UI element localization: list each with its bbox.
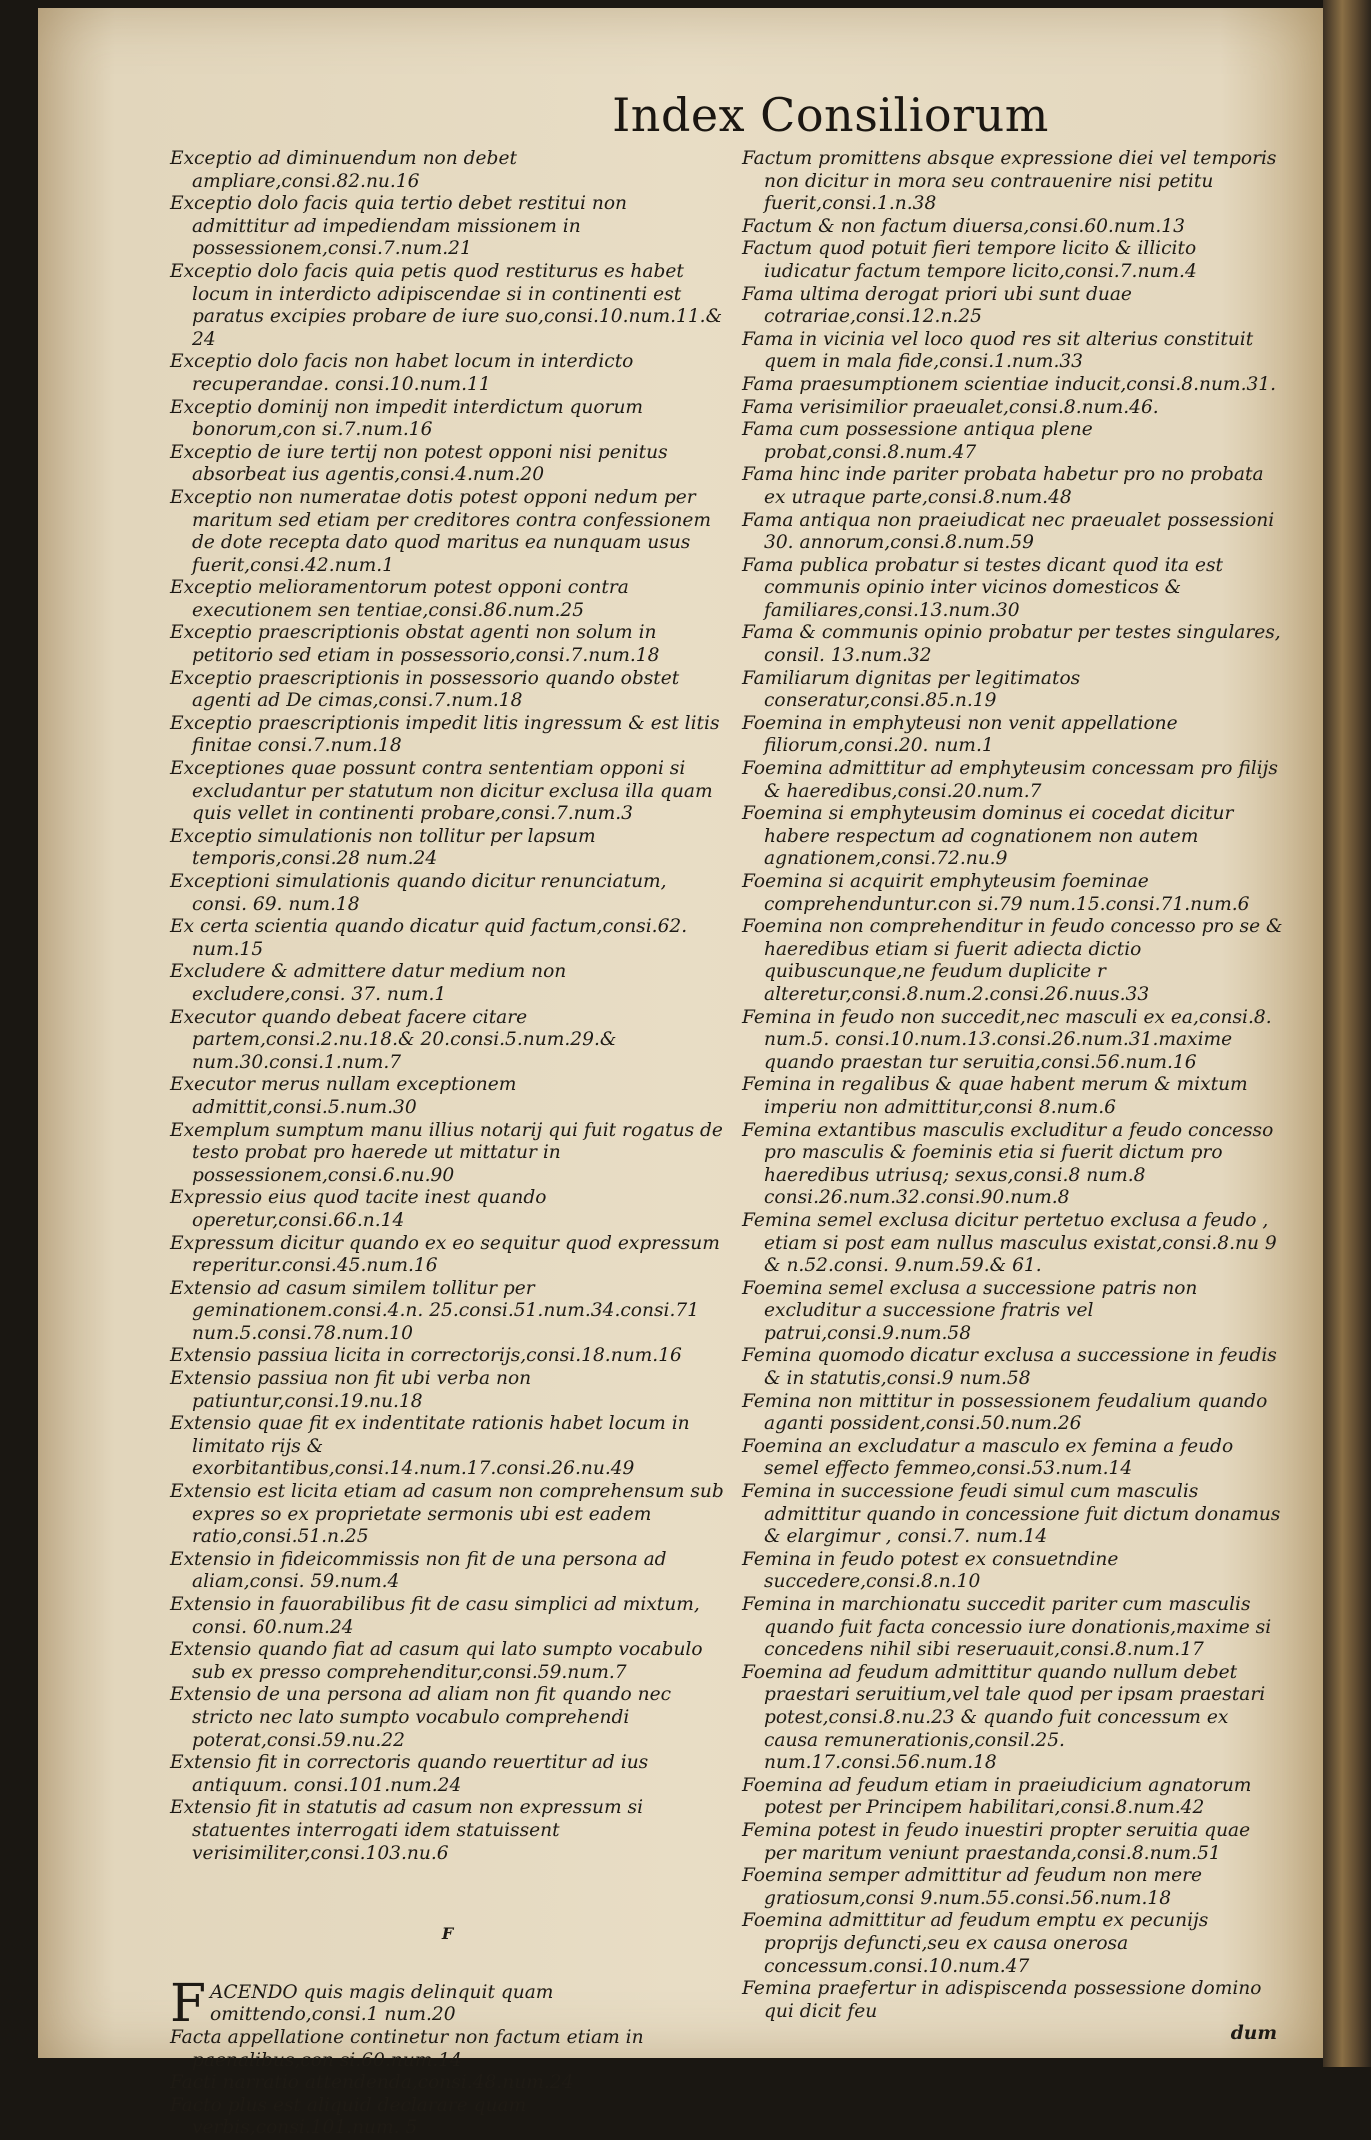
list-item: Facta appellatione continetur non factum etiam in paenalibus,con si.60.num.14 — [170, 2026, 644, 2071]
list-item: Extensio quae fit ex indentitate rationis habet locum in limitato rijs & exorbitantibus,consi.14.num.17.consi.26.nu.49 — [170, 1413, 690, 1480]
list-item: Femina in marchionatu succedit pariter cum masculis quando fuit facta concessio iure donationis,maxime si concedens nihil sibi reseruauit,consi.8.num.17 — [742, 1594, 1272, 1661]
list-item: Exceptio dolo facis quia tertio debet restitui non admittitur ad impediendam missionem in possessionem,consi.7.num.21 — [170, 193, 628, 260]
list-item: Foemina ad feudum etiam in praeiudicium agnatorum potest per Principem habilitari,consi.8.num.42 — [742, 1774, 1252, 1819]
list-item: Exceptio simulationis non tollitur per lapsum temporis,consi.28 num.24 — [170, 825, 596, 870]
list-item: Foemina in emphyteusi non venit appellatione filiorum,consi.20. num.1 — [742, 712, 1178, 757]
list-item: Exceptio dominij non impedit interdictum quorum bonorum,con si.7.num.16 — [170, 396, 644, 441]
list-item: Exceptio dolo facis non habet locum in interdicto recuperandae. consi.10.num.11 — [170, 351, 634, 395]
list-item: Extensio fit in correctoris quando reuertitur ad ius antiquum. consi.101.num.24 — [170, 1752, 649, 1796]
list-item: Foemina ad feudum admittitur quando nullum debet praestari seruitium,vel tale quod per ipsam praestari potest,consi.8.nu.23 & quando fuit concessum ex causa remunerationis,consil.25. num.17.consi.56.num.18 — [742, 1661, 1266, 1774]
list-item: Exceptio de iure tertij non potest opponi nisi penitus absorbeat ius agentis,consi.4.num.20 — [170, 441, 668, 486]
list-item: Foemina semper admittitur ad feudum non mere gratiosum,consi 9.num.55.consi.56.num.18 — [742, 1865, 1202, 1909]
list-item: Extensio fit in statutis ad casum non expressum si statuentes interrogati idem statuissent verisimiliter,consi.103.nu.6 — [170, 1797, 644, 1864]
list-item: Femina in successione feudi simul cum masculis admittitur quando in concessione fuit dictum donamus & elargimur , consi.7. num.14 — [742, 1481, 1281, 1548]
list-item: Exceptio praescriptionis obstat agenti non solum in petitorio sed etiam in possessorio,consi.7.num.18 — [170, 622, 660, 667]
list-item: Extensio quando fiat ad casum qui lato sumpto vocabulo sub ex presso comprehenditur,consi.59.num.7 — [170, 1639, 703, 1683]
list-item: Femina in feudo non succedit,nec masculi ex ea,consi.8. num.5. consi.10.num.13.consi.26.num.31.maxime quando praestan tur seruitia,consi.56.num.16 — [742, 1006, 1272, 1073]
list-item: Facto plus est aliquid declarare quam verbis,consi.101.num. 5 — [170, 2094, 527, 2139]
list-item: Exceptio melioramentorum potest opponi contra executionem sen tentiae,consi.86.num.25 — [170, 577, 629, 621]
list-item: Extensio ad casum similem tollitur per geminationem.consi.4.n. 25.consi.51.num.34.consi.71 num.5.consi.78.num.10 — [170, 1277, 700, 1344]
list-item: Femina extantibus masculis excluditur a feudo concesso pro masculis & foeminis etia si fuerit dictum pro haeredibus utriusq; sexus,consi.8 num.8 consi.26.num.32.consi.90.num.8 — [742, 1119, 1274, 1209]
list-item: Facti narratio attendenda,consi.48.num.24 — [170, 2072, 574, 2094]
list-item: Femina praefertur in adispiscenda possessione domino qui dicit feu — [742, 1978, 1262, 2022]
list-item: Foemina admittitur ad emphyteusim concessam pro filijs & haeredibus,consi.20.num.7 — [742, 758, 1278, 802]
list-item: Extensio passiua licita in correctorijs,consi.18.num.16 — [170, 1345, 682, 1367]
book-spine-edge — [1323, 0, 1371, 2067]
list-item: Foemina non comprehenditur in feudo concesso pro se & haeredibus etiam si fuerit adiecta dictio quibuscunque,ne feudum duplicite r alteretur,consi.8.num.2.consi.26.nuus.33 — [742, 916, 1283, 1005]
list-item: Factum & non factum diuersa,consi.60.num.13 — [742, 215, 1185, 237]
page-title: Index Consiliorum — [612, 88, 1049, 142]
list-item: Exemplum sumptum manu illius notarij qui fuit rogatus de testo probat pro haerede ut mittatur in possessionem,consi.6.nu.90 — [170, 1119, 723, 1186]
section-letter: F — [441, 1924, 454, 1944]
list-item: Exceptio dolo facis quia petis quod restiturus es habet locum in interdicto adipiscendae si in continenti est paratus excipies probare de iure suo,consi.10.num.11.& 24 — [170, 260, 723, 350]
list-item: Familiarum dignitas per legitimatos conseratur,consi.85.n.19 — [742, 667, 1081, 712]
list-item: Exceptio praescriptionis in possessorio quando obstet agenti ad De cimas,consi.7.num.18 — [170, 667, 680, 712]
list-item: Exceptiones quae possunt contra sententiam opponi si excludantur per statutum non dicitur exclusa illa quam quis vellet in continenti probare,consi.7.num.3 — [170, 758, 713, 825]
list-item: Fama ultima derogat priori ubi sunt duae cotrariae,consi.12.n.25 — [742, 283, 1132, 328]
list-item: Fama cum possessione antiqua plene probat,consi.8.num.47 — [742, 419, 1093, 463]
list-item: Exceptioni simulationis quando dicitur renunciatum, consi. 69. num.18 — [170, 871, 667, 915]
list-item: Factum promittens absque expressione diei vel temporis non dicitur in mora seu contrauenire nisi petitu fuerit,consi.1.n.38 — [742, 148, 1277, 215]
list-item: Expressio eius quod tacite inest quando operetur,consi.66.n.14 — [170, 1187, 547, 1231]
right-column — [742, 148, 1287, 2046]
list-item: Exceptio ad diminuendum non debet ampliare,consi.82.nu.16 — [170, 148, 517, 192]
list-item: Expressum dicitur quando ex eo sequitur quod expressum reperitur.consi.45.num.16 — [170, 1232, 720, 1277]
drop-cap: F — [170, 1973, 207, 2034]
list-item: Femina non mittitur in possessionem feudalium quando aganti possident,consi.50.num.26 — [742, 1390, 1268, 1435]
list-item: Foemina admittitur ad feudum emptu ex pecunijs proprijs defuncti,seu ex causa onerosa concessum.consi.10.num.47 — [742, 1910, 1209, 1977]
list-item: Extensio de una persona ad aliam non fit quando nec stricto nec lato sumpto vocabulo comprehendi poterat,consi.59.nu.22 — [170, 1684, 672, 1751]
list-item: Foemina semel exclusa a successione patris non excluditur a successione fratris vel patrui,consi.9.num.58 — [742, 1277, 1198, 1344]
list-item: Executor quando debeat facere citare partem,consi.2.nu.18.& 20.consi.5.num.29.& num.30.consi.1.num.7 — [170, 1006, 617, 1073]
list-item: Foemina si emphyteusim dominus ei cocedat dicitur habere respectum ad cognationem non autem agnationem,consi.72.nu.9 — [742, 803, 1234, 870]
list-item: Extensio passiua non fit ubi verba non patiuntur,consi.19.nu.18 — [170, 1368, 532, 1412]
list-item: Foemina an excludatur a masculo ex femina a feudo semel effecto femmeo,consi.53.num.14 — [742, 1435, 1234, 1480]
list-item: Excludere & admittere datur medium non excludere,consi. 37. num.1 — [170, 961, 567, 1005]
list-item: Fama & communis opinio probatur per testes singulares, consil. 13.num.32 — [742, 622, 1281, 667]
list-item: Fama in vicinia vel loco quod res sit alterius constituit quem in mala fide,consi.1.num.33 — [742, 328, 1254, 373]
list-item: Ex certa scientia quando dicatur quid factum,consi.62. num.15 — [170, 916, 688, 960]
entry-text: ACENDO quis magis delinquit quam omittendo,consi.1 num.20 — [210, 1981, 554, 2026]
list-item: Fama praesumptionem scientiae inducit,consi.8.num.31. — [742, 373, 1277, 395]
list-item: Extensio in fauorabilibus fit de casu simplici ad mixtum, consi. 60.num.24 — [170, 1594, 700, 1638]
list-item: Femina semel exclusa dicitur pertetuo exclusa a feudo , etiam si post eam nullus masculus existat,consi.8.nu 9 & n.52.consi. 9.num.59.& 61. — [742, 1209, 1277, 1277]
list-item: Femina in regalibus & quae habent merum & mixtum imperiu non admittitur,consi 8.num.6 — [742, 1074, 1248, 1118]
left-entry-list — [170, 148, 725, 1865]
left-entry-list-f — [170, 2027, 725, 2140]
list-item: Executor merus nullam exceptionem admittit,consi.5.num.30 — [170, 1074, 517, 1118]
catchword: dum — [1230, 2023, 1277, 2045]
list-item: Femina in feudo potest ex consuetndine succedere,consi.8.n.10 — [742, 1548, 1119, 1593]
list-item: Foemina si acquirit emphyteusim foeminae comprehenduntur.con si.79 num.15.consi.71.num.6 — [742, 871, 1250, 915]
list-item: Factum quod potuit fieri tempore licito & illicito iudicatur factum tempore licito,consi.7.num.4 — [742, 238, 1197, 282]
left-column — [170, 148, 725, 2140]
list-item: Extensio est licita etiam ad casum non comprehensum sub expres so ex proprietate sermonis ubi est eadem ratio,consi.51.n.25 — [170, 1481, 724, 1548]
list-item: Fama hinc inde pariter probata habetur pro no probata ex utraque parte,consi.8.num.48 — [742, 464, 1264, 508]
list-item: Femina potest in feudo inuestiri propter seruitia quae per maritum veniunt praestanda,consi.8.num.51 — [742, 1819, 1251, 1864]
right-entry-list — [742, 148, 1287, 2023]
list-item: Exceptio praescriptionis impedit litis ingressum & est litis finitae consi.7.num.18 — [170, 712, 720, 757]
list-item: Fama publica probatur si testes dicant quod ita est communis opinio inter vicinos domesticos & familiares,consi.13.num.30 — [742, 554, 1224, 621]
list-item — [170, 1973, 725, 2034]
list-item: Fama verisimilior praeualet,consi.8.num.46. — [742, 396, 1159, 418]
list-item: Exceptio non numeratae dotis potest opponi nedum per maritum sed etiam per creditores contra confessionem de dote recepta dato quod maritus ea nunquam usus fuerit,consi.42.num.1 — [170, 486, 712, 576]
list-item: Femina quomodo dicatur exclusa a successione in feudis & in statutis,consi.9 num.58 — [742, 1345, 1277, 1390]
list-item: Extensio in fideicommissis non fit de una persona ad aliam,consi. 59.num.4 — [170, 1548, 667, 1593]
list-item: Fama antiqua non praeiudicat nec praeualet possessioni 30. annorum,consi.8.num.59 — [742, 509, 1275, 554]
